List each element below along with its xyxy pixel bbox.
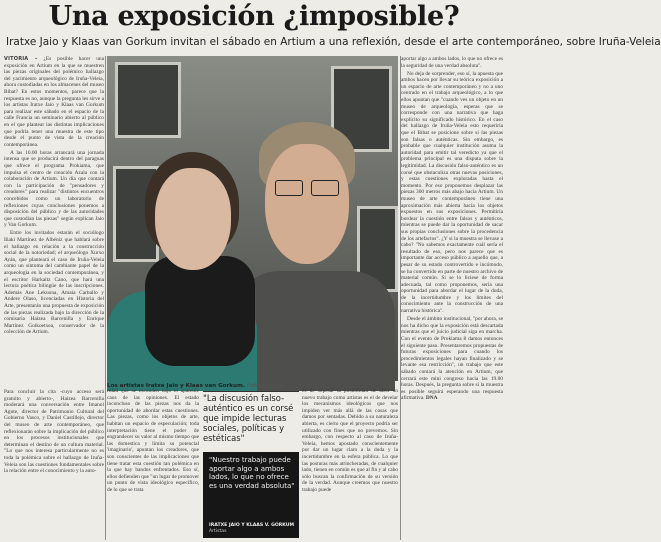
caption-text: Los artistas Iratxe Jaio y Klaas van Gorkum.	[107, 383, 245, 389]
quote-box	[203, 452, 299, 538]
column-divider	[400, 56, 401, 540]
article-column-1	[4, 56, 104, 386]
lead-paragraph	[4, 56, 104, 148]
glasses-icon	[311, 180, 339, 196]
body-paragraph: A las 10.00 horas arrancará una jornada intensa que se producirá dentro del paraguas que ofrece el programa Prokiama, que impulsa el centro de creación Azala con la colaboración de Artium. Un día que contará con la participación de "pensadores y creadores" para realizar "distintos encuentros concebidos como un laboratorio de reflexiones cuyas conclusiones ponemos a disposición del público y de las autoridades que custodian las piezas" según explican Jaio y Van Gorkum.	[4, 149, 104, 229]
body-paragraph: es de sopesar la posibilidad de abrir un nuevo trabajo como artistas es el de develar los mecanismos ideológicos que nos impiden ver más allá de las cosas que damos por sentadas. Debido a su naturaleza abierta, es cierto que el proyecto podría ser utilizado con fines que no prevemos. Sin embargo, con respecto al caso de Iruña-Veleia, hemos apostado conscientemente por dar un lugar claro a la duda y la incertidumbre en la esfera pública. Lo que las posturas más atrincheradas, de cualquier lado, tienen en común es que al fin y al cabo sólo buscan la confirmación de su versión de la verdad. Aunque creemos que nuestro trabajo puede	[302, 388, 398, 493]
article-column-2	[107, 388, 199, 540]
woman-figure-face	[155, 168, 231, 270]
artists-photo	[107, 56, 398, 381]
man-figure-face	[265, 144, 349, 264]
column-divider	[105, 56, 106, 540]
article-column-right	[401, 56, 503, 540]
subheadline: Iratxe Jaio y Klaas van Gorkum invitan el sábado en Artium a una reflexión, desde el arte contemporáneo, sobre Iruña-Veleia	[6, 36, 661, 48]
body-paragraph	[401, 316, 503, 402]
background-window	[115, 62, 181, 138]
pull-quote-rule	[203, 391, 299, 392]
kicker: VITORIA –	[4, 56, 38, 62]
quote-text: "Nuestro trabajo puede aportar algo a ambos lados, lo que no ofrece es una verdad absoluta"	[209, 456, 295, 490]
lead-text: ¿Es posible hacer una exposición en Artium en la que se muestren las piezas originales del polémico hallazgo del yacimiento arqueológico de Iruña-Veleia, ahora custodiadas en los almacenes del museo Bibat? En estos momentos, parece que la respuesta es no, aunque la pregunta les sirve a los artistas Iratxe Jaio y Klaas van Gorkum para realizar este sábado en el espacio de la calle Francia un seminario abierto al público en el que plantear las distintas implicaciones que podría tener una muestra de este tipo desde el punto de vista de la creación contemporánea.	[4, 56, 104, 148]
quote-role: Artistas	[209, 529, 227, 534]
woman-figure-scarf	[145, 256, 255, 366]
glasses-icon	[275, 180, 303, 196]
signature: DNA	[425, 395, 438, 402]
body-paragraph: Entre los invitados estarán el sociólogo Iñaki Martínez de Albéniz que hablará sobre el hallazgo en relación a la construcción social de la notoriedad; el arqueólogo Xurxo Ayán, que planteará el caso de Iruña-Veleia como un síntoma del cambiante papel de la arqueología en la sociedad contemporánea, y el escritor Harkaitz Cano, que hará una lectura poética bilingüe de las inscripciones. Además Ane Lekuona, Amaia Carballo y Andere Olaso, licenciadas en Historia del Arte, presentarán una propuesta de exposición de las piezas realizada bajo la dirección de la comisaria Haizea Barcenilla y Enrique Martínez Goikoetxea, conservador de la colección de Artium.	[4, 230, 104, 336]
body-paragraph: Para concluir la cita -cuyo acceso será gratuito y abierto-, Haizea Barcenilla moderará una conversación entre Imanol Agote, director de Patrimonio Cultural del Gobierno Vasco, y Daniel Castillejo, director del museo de arte contemporáneo, que reflexionarán sobre la implicación del público en los procesos institucionales que determinan el destino de un cultura material. "Lo que nos interesa particularmente no es toda la polémica sobre el hallazgo de Iruña-Veleia son las cuestiones fundamentales sobre la relación entre el conocimiento y la auto-	[4, 389, 104, 475]
headline: Una exposición ¿imposible?	[48, 1, 460, 32]
body-paragraph: ridad que se esconden bajo el aparente caos de las opiniones. El estado inconcluso de las piezas nos da la oportunidad de abordar estas cuestiones. Las piezas, como los objetos de arte, habitan un espacio de especulación; toda interpretación tiene el poder de engrandecer su valor al mismo tiempo que las domestica y limita su potencial 'imaginario', apuntan los creadores, que son conscientes de las implicaciones que tiene tratar esta cuestión tan polémica en la que hay bandos enfrentados. Eso sí, ellos defienden que "un lugar de promover un punto de vista ideológico específico, de lo que se trata	[107, 388, 200, 493]
article-column-1-lower	[4, 389, 104, 540]
article-column-4	[302, 388, 398, 540]
body-paragraph: No deja de sorprender, eso sí, la apuesta que ambos hacen por llevar su teórica exposición a un espacio de arte contemporáneo y no a uno centrado en el trabajo arqueológico, a lo que ellos apuntan que "cuando ves un objeto en un museo de arqueología, esperas que se corresponde con una narrativa que haga explícito su significado histórico. En el caso del hallazgo de Iruña-Veleia esto requeriría que el Bibat se posicione sobre si las piezas son falsas o auténticas. Sin embargo, es probable que cualquier institución asuma la autoridad para emitir tal veredicto ya que el problema principal es una disputa sobre la legitimidad. La discusión falso-auténtico es un corsé que obstaculiza otras nuevas posiciones, y estas cuestiones exploradas hasta el momento. Por eso proponemos desplazar las piezas 300 metros más abajo hacia Artium. Un museo de arte contemporáneo tiene una aproximación más abierta hacia los objetos expuestos en sus exposiciones. Permitiría bordear la cuestión entre falsos y auténticos, mientras se puede dar la oportunidad de sacar sus propias conclusiones sobre la procedencia de los artefactos". ¿Y si la muestra se llevase a cabo? "No sabemos exactamente cuál sería el resultado de eso, pero nos parece que es importante dar acceso público a aquello que, a pesar de su estado controvertido e incómodo, se ha convertido en parte de nuestro archivo de material común. Si se lo liciese de forma adecuada, tal como proponemos, sería una oportunidad para abordar el lugar de la duda, de la incertidumbre y los limites del conocimiento ante la construcción de una narrativa histórica".	[401, 70, 503, 315]
man-figure-body	[235, 271, 395, 391]
body-paragraph: aportar algo a ambos lados, lo que no ofrece es la seguridad de una verdad absoluta".	[401, 56, 503, 69]
pull-quote: "La discusión falso-auténtico es un corsé que impide lecturas sociales, políticas y estéticas"	[203, 393, 294, 443]
closing-text: Desde el ámbito institucional, "por ahora, se nos ha dicho que la exposición está descartada mientras que el juicio judicial siga en marcha. Con el evento de Prokiama 8 damos entonces el siguiente paso. Presentaremos propuestas de futuras exposiciones para cuando los procedimientos legales hayan finalizado y se levante esa restricción", un trabajo que este sábado contará la atención en Artium, que cerrará este mini congreso hacia las 19.00 horas. Después, la pregunta sobre si la muestra es posible seguirá esperando una respuesta afirmativa.	[401, 316, 503, 402]
quote-author: IRATXE JAIO Y KLAAS V. GORKUM	[209, 523, 295, 528]
photo-credit: Foto: Cedida	[246, 383, 283, 389]
